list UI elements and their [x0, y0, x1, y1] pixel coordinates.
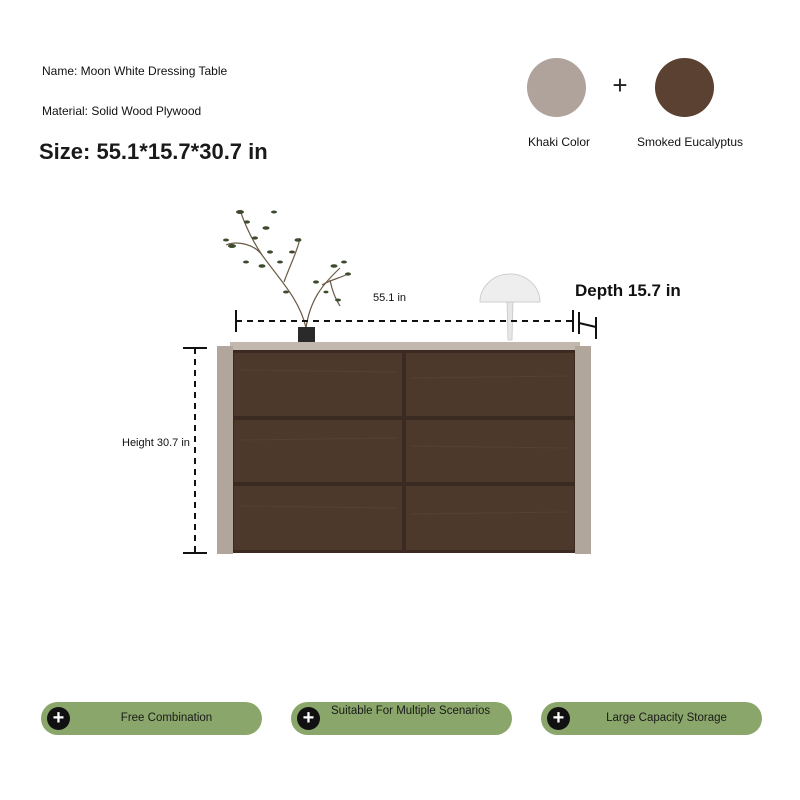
khaki-color-label: Khaki Color: [527, 135, 591, 149]
plus-icon: +: [612, 70, 628, 100]
plant-vase-illustration: [223, 210, 351, 343]
mushroom-lamp-illustration: [480, 274, 540, 351]
feature-label: Free Combination: [120, 712, 213, 724]
smoked-eucalyptus-label: Smoked Eucalyptus: [636, 135, 744, 149]
height-dimension-line: [183, 348, 207, 553]
plus-circle-icon: +: [47, 707, 70, 730]
height-dimension-label: Height 30.7 in: [122, 437, 190, 449]
feature-free-combination: [41, 702, 262, 735]
product-size: Size: 55.1*15.7*30.7 in: [39, 139, 268, 164]
product-material: Material: Solid Wood Plywood: [42, 104, 202, 118]
feature-label: Large Capacity Storage: [606, 712, 727, 724]
depth-dimension-label: Depth 15.7 in: [575, 281, 681, 300]
dresser-illustration: [217, 342, 591, 554]
feature-large-capacity-storage: [541, 702, 762, 735]
width-dimension-line: [236, 310, 573, 332]
plus-circle-icon: +: [547, 707, 570, 730]
depth-dimension-line: [579, 312, 596, 339]
product-name: Name: Moon White Dressing Table: [42, 64, 228, 78]
width-dimension-label: 55.1 in: [373, 292, 407, 304]
feature-label: Suitable For Multiple Scenarios: [331, 705, 491, 717]
plus-circle-icon: +: [297, 707, 320, 730]
feature-multiple-scenarios: [291, 702, 512, 735]
